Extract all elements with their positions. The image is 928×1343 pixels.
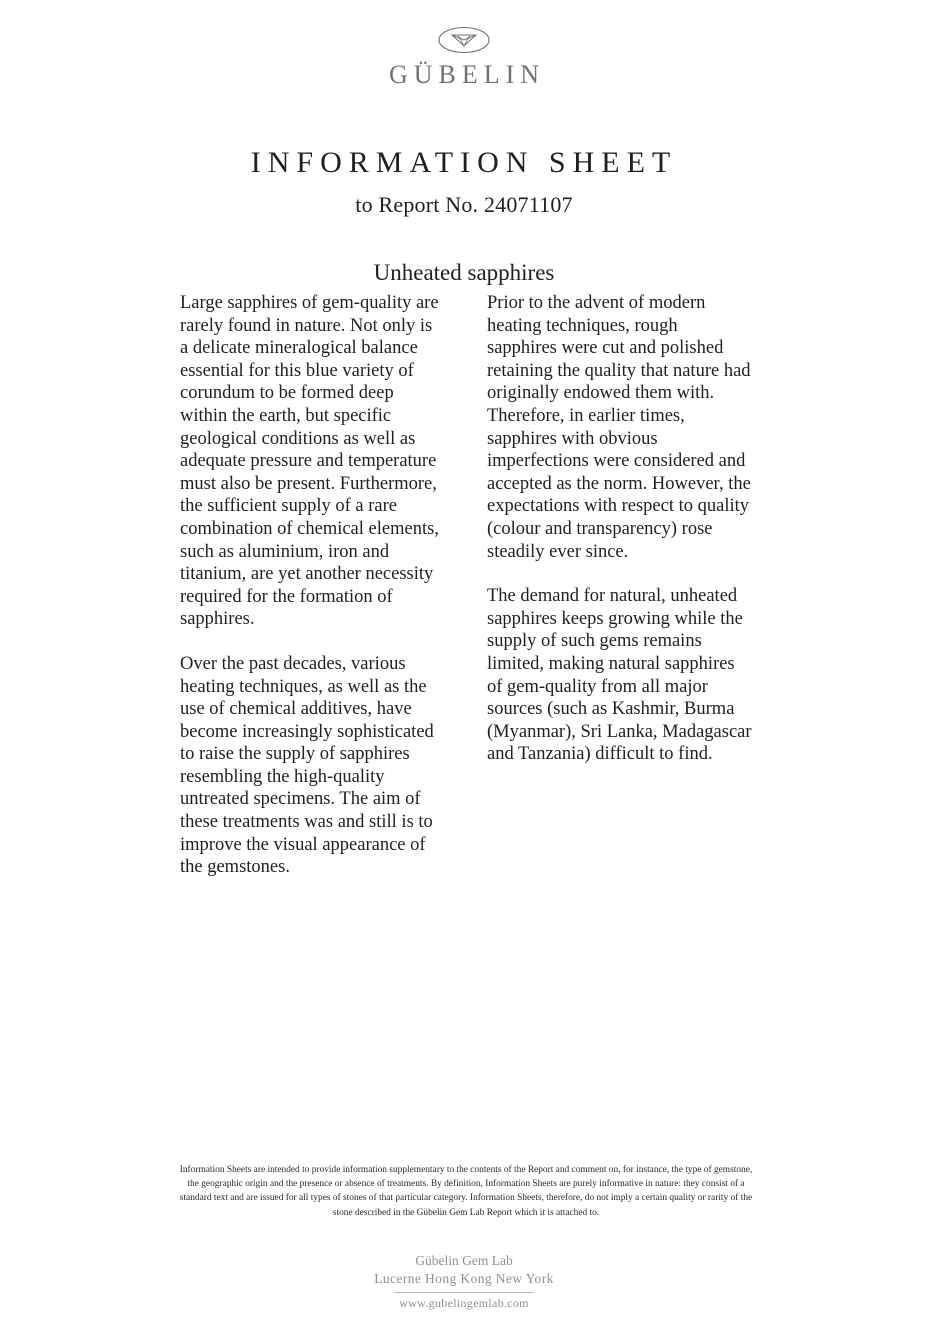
footer-divider	[394, 1292, 534, 1293]
brand-wordmark: GÜBELIN	[388, 60, 546, 89]
disclaimer-text: Information Sheets are intended to provide information supplementary to the contents of the Report and comment on, for instance, the type of gemstone, the geographic origin and the presence or absence of treatments. By definition, Information Sheets are purely informative in nature: they consist of a standard text and are issued for all types of stones of that particular category. Information Sheets, therefore, do not imply a certain quality or rarity of the stone described in the Gübelin Gem Lab Report which it is attached to.	[179, 1165, 753, 1218]
right-column	[487, 292, 752, 879]
footer-lab-name: Gübelin Gem Lab	[415, 1253, 513, 1268]
page-footer	[0, 1252, 928, 1311]
paragraph: The demand for natural, unheated sapphires keeps growing while the supply of such gems remains limited, making natural sapphires of gem-quality from all major sources (such as Kashmir, Burma (Myanmar), Sri Lanka, Madagascar and Tanzania) difficult to find.	[487, 586, 752, 765]
paragraph: Over the past decades, various heating techniques, as well as the use of chemical additives, have become increasingly sophisticated to raise the supply of sapphires resembling the high-quality untreated specimens. The aim of these treatments was and still is to improve the visual appearance of the gemstones.	[180, 653, 434, 878]
paragraph: Prior to the advent of modern heating techniques, rough sapphires were cut and polished retaining the quality that nature had originally endowed them with. Therefore, in earlier times, sapphires with obvious imperfections were considered and accepted as the norm. However, the expectations with respect to quality (colour and transparency) rose steadily ever since.	[487, 293, 751, 562]
footer-cities: Lucerne Hong Kong New York	[374, 1271, 554, 1286]
body-columns	[180, 292, 752, 879]
left-column	[180, 292, 445, 879]
page-title: INFORMATION SHEET	[250, 146, 678, 179]
document-heading: Unheated sapphires	[373, 260, 555, 285]
brand-header	[0, 0, 928, 90]
gubelin-crest-icon	[438, 24, 490, 56]
paragraph: Large sapphires of gem-quality are rarely found in nature. Not only is a delicate mineralogical balance essential for this blue variety of corundum to be formed deep within the earth, but specific geological conditions as well as adequate pressure and temperature must also be present. Furthermore, the sufficient supply of a rare combination of chemical elements, such as aluminium, iron and titanium, are yet another necessity required for the formation of sapphires.	[180, 293, 439, 630]
report-number: to Report No. 24071107	[355, 192, 573, 217]
footer-website-link[interactable]: www.gubelingemlab.com	[399, 1296, 529, 1310]
